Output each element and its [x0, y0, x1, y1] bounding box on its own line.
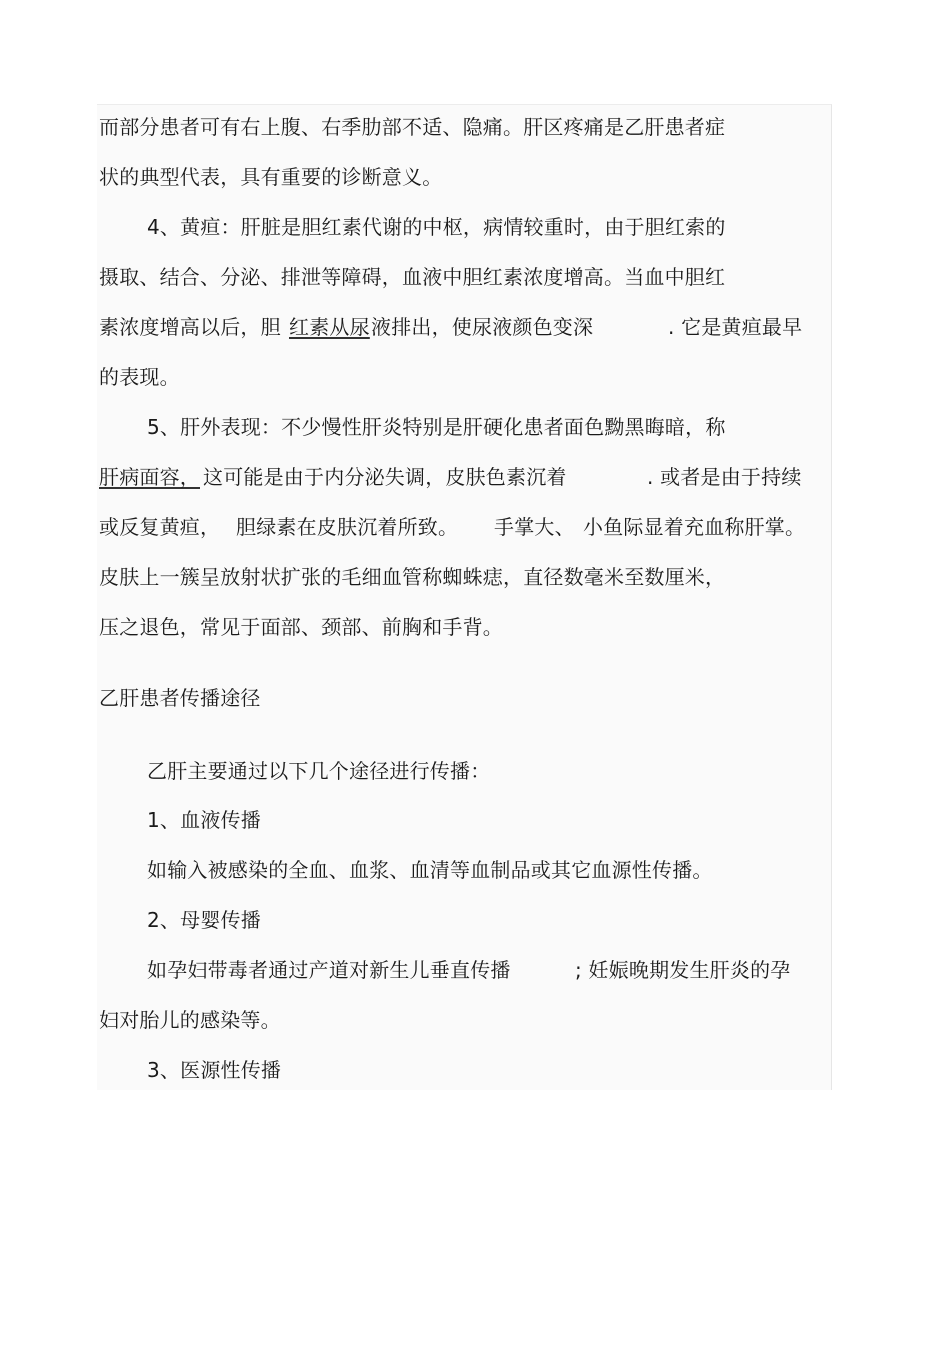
text-line: 3、医源性传播	[147, 1058, 282, 1082]
text-line: 如孕妇带毒者通过产道对新生儿垂直传播	[147, 958, 511, 982]
text-line: 液排出，使尿液颜色变深	[371, 315, 594, 339]
text-line: 而部分患者可有右上腹、右季肋部不适、隐痛。肝区疼痛是乙肝患者症	[99, 115, 726, 139]
text-line: 4、黄疸：肝脏是胆红素代谢的中枢，病情较重时，由于胆红索的	[147, 215, 726, 239]
text-line: 皮肤上一簇呈放射状扩张的毛细血管称蜘蛛痣，直径数毫米至数厘米，	[99, 565, 726, 589]
text-line: 小鱼际显着充血称肝掌。	[583, 515, 806, 539]
text-line: 这可能是由于内分泌失调，皮肤色素沉着	[203, 465, 567, 489]
text-line: 2、母婴传播	[147, 908, 261, 932]
page-panel	[97, 104, 832, 1090]
text-line: 1、血液传播	[147, 808, 261, 832]
text-line: 或反复黄疸，	[99, 515, 221, 539]
text-line: ; 妊娠晚期发生肝炎的孕	[575, 958, 791, 982]
text-line: 手掌大、	[494, 515, 575, 539]
underlined-text: 红素从尿	[289, 315, 370, 339]
text-line: 素浓度增高以后，胆	[99, 315, 281, 339]
underlined-text: 肝病面容，	[99, 465, 200, 489]
text-line: 妇对胎儿的感染等。	[99, 1008, 281, 1032]
section-heading: 乙肝患者传播途径	[99, 686, 261, 710]
text-line: 摄取、结合、分泌、排泄等障碍，血液中胆红素浓度增高。当血中胆红	[99, 265, 726, 289]
text-line: 5、肝外表现：不少慢性肝炎特别是肝硬化患者面色黝黑晦暗，称	[147, 415, 726, 439]
text-line: 状的典型代表，具有重要的诊断意义。	[99, 165, 443, 189]
text-line: . 它是黄疸最早	[668, 315, 803, 339]
text-line: 的表现。	[99, 365, 180, 389]
text-line: . 或者是由于持续	[647, 465, 802, 489]
text-line: 如输入被感染的全血、血浆、血清等血制品或其它血源性传播。	[147, 858, 713, 882]
text-line: 乙肝主要通过以下几个途径进行传播：	[147, 759, 491, 783]
text-line: 压之退色，常见于面部、颈部、前胸和手背。	[99, 615, 503, 639]
text-line: 胆绿素在皮肤沉着所致。	[236, 515, 459, 539]
